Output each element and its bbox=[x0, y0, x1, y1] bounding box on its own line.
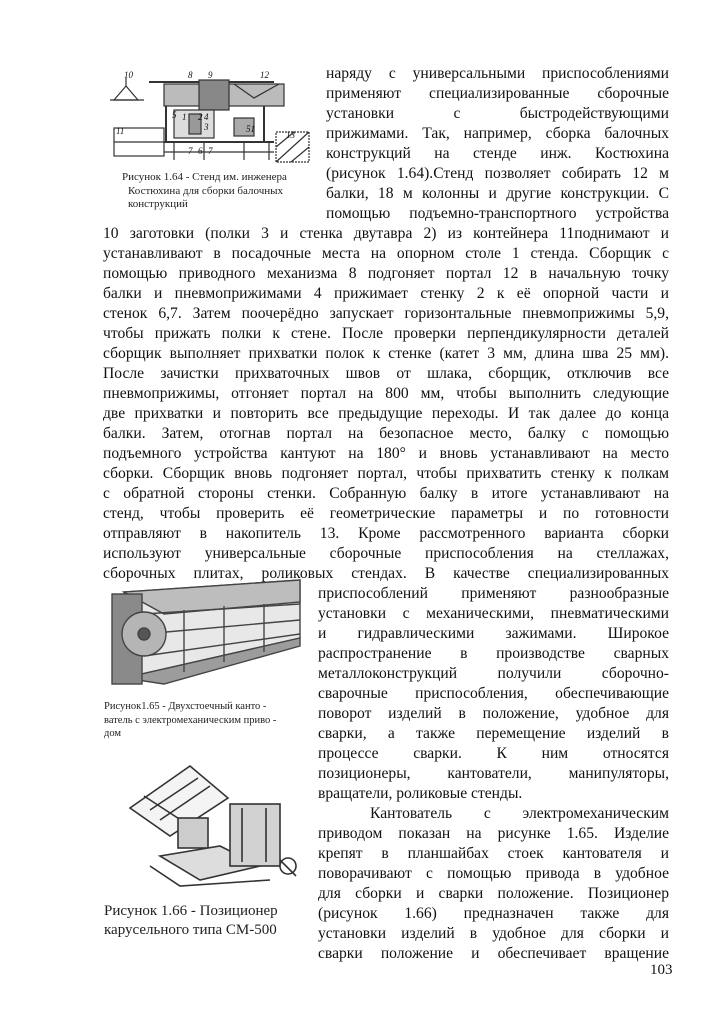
fig164-label: 6 bbox=[198, 146, 203, 156]
text-line: используют универсальные сборочные приспособления на стеллажах, bbox=[103, 545, 669, 562]
text-line: металлоконструкций получили сборочно- bbox=[318, 665, 669, 682]
text-line: устанавливают в посадочные места на опорном столе 1 стенда. Сборщик с bbox=[103, 245, 669, 262]
figure-1-64-caption bbox=[122, 171, 322, 212]
fig164-label: 3 bbox=[204, 122, 209, 132]
fig164-label: 2 bbox=[198, 112, 203, 122]
text-line: (рисунок 1.66) предназначен также для bbox=[318, 905, 669, 922]
text-line: стенд, чтобы проверить её геометрические параметры и по готовности bbox=[103, 505, 669, 522]
figure-1-65-drawing bbox=[104, 574, 304, 694]
text-line: (рисунок 1.64).Стенд позволяет собирать 12 м bbox=[326, 165, 669, 182]
figure-1-64 bbox=[104, 70, 314, 170]
text-line: приводом показан на рисунке 1.65. Изделие bbox=[318, 825, 669, 842]
figure-1-64-drawing bbox=[104, 70, 314, 170]
text-line: позиционеры, кантователи, манипуляторы, bbox=[318, 765, 669, 782]
text-line: приспособлений применяют разнообразные bbox=[318, 585, 669, 602]
text-line: пневмоприжимы, отгоняет портал на 800 мм, чтобы выполнить следующие bbox=[103, 385, 669, 402]
caption-line: Рисунок 1.64 - Стенд им. инженера bbox=[122, 171, 287, 183]
text-line: установки с механическими, пневматическими bbox=[318, 605, 669, 622]
figure-1-66-caption bbox=[104, 902, 319, 940]
fig164-label: 10 bbox=[124, 70, 133, 80]
text-line: две прихватки и повторить все предыдущие переходы. И так далее до конца bbox=[103, 405, 669, 422]
fig164-label: 12 bbox=[260, 70, 269, 80]
text-line: сборочных плитах, роликовых стендах. В качестве специализированных bbox=[103, 565, 669, 582]
text-line: применяют специализированные сборочные bbox=[326, 85, 669, 102]
text-line: вращатели, роликовые стенды. bbox=[318, 785, 523, 802]
text-line: крепят в планшайбах стоек кантователя и bbox=[318, 845, 669, 862]
caption-line: ватель с электромеханическим приво - bbox=[104, 714, 277, 726]
text-line: балки, 18 м колонны и другие конструкции. С bbox=[326, 185, 669, 202]
fig164-label: 5 bbox=[172, 110, 177, 120]
page-number: 103 bbox=[650, 962, 673, 978]
fig164-label: 51 bbox=[246, 124, 255, 134]
text-line: конструкций на стенде инж. Костюхина bbox=[326, 145, 669, 162]
figure-1-65-caption bbox=[104, 700, 314, 741]
text-line: поворот изделий в положение, удобное для bbox=[318, 705, 669, 722]
text-line: балки. Затем, отогнав портал на безопасное место, балку с помощью bbox=[103, 425, 669, 442]
caption-line: конструкций bbox=[128, 198, 188, 210]
text-line: 10 заготовки (полки 3 и стенка двутавра 2) из контейнера 11поднимают и bbox=[103, 225, 669, 242]
text-line: прижимами. Так, например, сборка балочных bbox=[326, 125, 669, 142]
text-line: помощью подъемно-транспортного устройства bbox=[326, 205, 669, 222]
text-line: и гидравлическими зажимами. Широкое bbox=[318, 625, 669, 642]
text-line: После зачистки прихваточных швов от шлака, сборщик, отключив все bbox=[103, 365, 669, 382]
caption-line: дом bbox=[104, 728, 122, 739]
text-line: для сборки и сварки положение. Позиционер bbox=[318, 885, 669, 902]
fig164-label: 1 bbox=[182, 112, 187, 122]
fig164-label: 8 bbox=[188, 70, 193, 80]
text-line: чтобы прижать полки к стене. После проверки перпендикулярности деталей bbox=[103, 325, 669, 342]
fig164-label: 7 bbox=[188, 146, 193, 156]
text-line: Кантователь с электромеханическим bbox=[370, 805, 669, 822]
text-line: сварки, а также перемещение изделий в bbox=[318, 725, 669, 742]
text-line: стенок 6,7. Затем поочерёдно запускает горизонтальные пневмоприжимы 5,9, bbox=[103, 305, 669, 322]
text-line: отправляют в накопитель 13. Кроме рассмотренного варианта сборки bbox=[103, 525, 669, 542]
fig164-label: 7 bbox=[208, 146, 213, 156]
figure-1-65 bbox=[104, 574, 304, 694]
caption-line: Рисунок 1.66 - Позиционер bbox=[104, 903, 278, 919]
caption-line: Рисунок1.65 - Двухстоечный канто - bbox=[104, 701, 267, 712]
caption-line: Костюхина для сборки балочных bbox=[128, 184, 284, 197]
text-line: сборщик выполняет прихватки полок к стенке (катет 3 мм, длина шва 25 мм). bbox=[103, 345, 669, 362]
figure-1-66-drawing bbox=[120, 756, 310, 896]
text-line: сварки положение и обеспечивает вращение bbox=[318, 945, 669, 962]
text-line: сварочные приспособления, обеспечивающие bbox=[318, 685, 669, 702]
fig164-label: 11 bbox=[116, 126, 125, 136]
fig164-label: 9 bbox=[208, 70, 213, 80]
text-line: установки изделий в удобное для сборки и bbox=[318, 925, 669, 942]
text-line: с обратной стороны стенки. Собранную балку в итоге устанавливают на bbox=[103, 485, 669, 502]
text-line: процессе сварки. К ним относятся bbox=[318, 745, 669, 762]
figure-1-66 bbox=[120, 756, 310, 896]
fig164-label: 13 bbox=[286, 130, 295, 140]
text-line: распространение в производстве сварных bbox=[318, 645, 669, 662]
text-line: поворачивают с помощью привода в удобное bbox=[318, 865, 669, 882]
text-line: балки и пневмоприжимами 4 прижимает стенку 2 к её опорной части и bbox=[103, 285, 669, 302]
fig164-label: 4 bbox=[204, 112, 209, 122]
text-line: наряду с универсальными приспособлениями bbox=[326, 65, 669, 82]
text-line: помощью приводного механизма 8 подгоняет портал 12 в начальную точку bbox=[103, 265, 669, 282]
text-line: подъемного устройства кантуют на 180° и вновь устанавливают на место bbox=[103, 445, 669, 462]
caption-line: карусельного типа СМ-500 bbox=[104, 922, 277, 938]
text-line: установки с быстродействующими bbox=[326, 105, 669, 122]
text-line: сборки. Сборщик вновь подгоняет портал, чтобы прихватить стенку к полкам bbox=[103, 465, 669, 482]
